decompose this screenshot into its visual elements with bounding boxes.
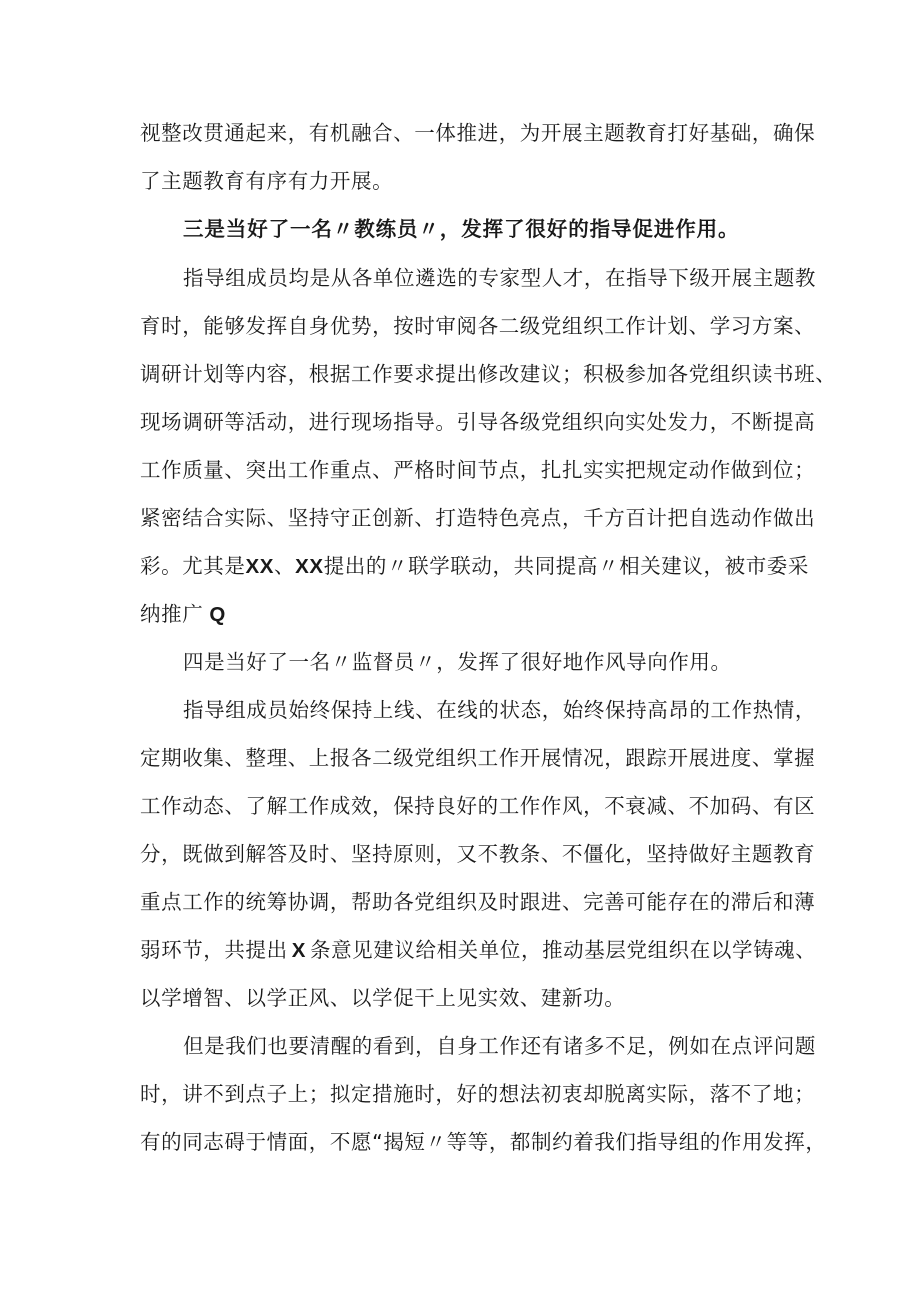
heading-text: 三是当好了一名〃教练员〃，发挥了很好的指导促进作用。: [183, 217, 740, 241]
text-run: 彩。尤其是: [140, 554, 246, 578]
text-line: 时，讲不到点子上；拟定措施时，好的想法初衷却脱离实际，落不了地；: [140, 1082, 816, 1106]
text-line: 现场调研等活动，进行现场指导。引导各级党组织向实处发力，不断提高: [140, 410, 816, 434]
text-line: 重点工作的统筹协调，帮助各党组织及时跟进、完善可能存在的滞后和薄: [140, 890, 816, 914]
text-line: 定期收集、整理、上报各二级党组织工作开展情况，跟踪开展进度、掌握: [140, 746, 816, 770]
placeholder-name: XX: [295, 555, 324, 578]
text-run: 条意见建议给相关单位，推动基层党组织在以学铸魂、: [309, 938, 817, 962]
text-line: 调研计划等内容，根据工作要求提出修改建议；积极参加各党组织读书班、: [140, 362, 837, 386]
placeholder-count: X: [291, 939, 306, 962]
text-line: 有的同志碍于情面，不愿“揭短〃等等，都制约着我们指导组的作用发挥，: [140, 1130, 827, 1154]
text-line: 视整改贯通起来，有机融合、一体推进，为开展主题教育打好基础，确保: [140, 121, 816, 145]
text-line: 工作动态、了解工作成效，保持良好的工作作风，不衰减、不加码、有区: [140, 794, 816, 818]
text-run: 纳推广: [140, 602, 204, 626]
text-line: 指导组成员均是从各单位遴选的专家型人才，在指导下级开展主题教: [183, 266, 816, 290]
text-line: [140, 935, 817, 965]
heading-text: 四是当好了一名〃监督员〃，发挥了很好地作风导向作用。: [183, 650, 732, 674]
text-line: 了主题教育有序有力开展。: [140, 169, 394, 193]
ocr-artifact: Q: [209, 603, 226, 626]
text-line: 紧密结合实际、坚持守正创新、打造特色亮点，千方百计把自选动作做出: [140, 506, 816, 530]
text-run: 、: [274, 554, 296, 578]
text-run: 弱环节，共提出: [140, 938, 288, 962]
text-line: [140, 551, 810, 581]
text-line: 育时，能够发挥自身优势，按时审阅各二级党组织工作计划、学习方案、: [140, 314, 816, 338]
text-line: 分，既做到解答及时、坚持原则，又不教条、不僵化，坚持做好主题教育: [140, 842, 816, 866]
text-line: 以学增智、以学正风、以学促干上见实效、建新功。: [140, 986, 626, 1010]
text-line: 指导组成员始终保持上线、在线的状态，始终保持高昂的工作热情，: [183, 698, 816, 722]
text-line: 但是我们也要清醒的看到，自身工作还有诸多不足，例如在点评问题: [183, 1034, 816, 1058]
placeholder-name: XX: [245, 555, 275, 578]
text-run: 提出的〃联学联动，共同提高〃相关建议，被市委采: [323, 554, 810, 578]
text-line: 工作质量、突出工作重点、严格时间节点，扎扎实实把规定动作做到位；: [140, 458, 816, 482]
text-line: [140, 599, 800, 629]
